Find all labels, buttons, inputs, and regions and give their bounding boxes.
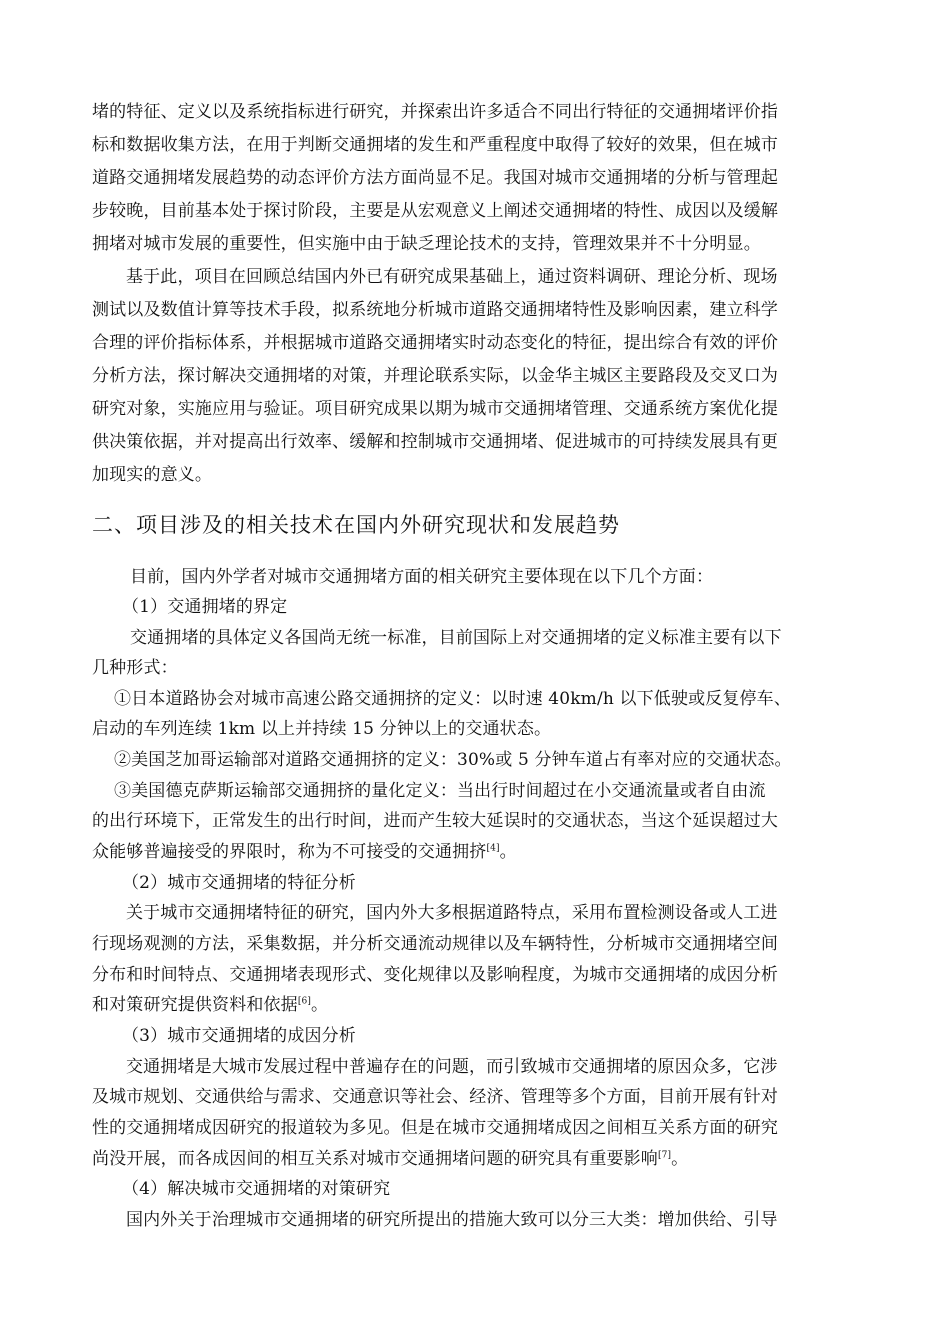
text-line: 标和数据收集方法，在用于判断交通拥堵的发生和严重程度中取得了较好的效果，但在城市 [92,135,778,155]
text-line: 合理的评价指标体系，并根据城市道路交通拥堵实时动态变化的特征，提出综合有效的评价 [92,333,778,353]
text-line: 步较晚，目前基本处于探讨阶段，主要是从宏观意义上阐述交通拥堵的特性、成因以及缓解 [92,201,778,221]
text-line: 性的交通拥堵成因研究的报道较为多见。但是在城市交通拥堵成因之间相互关系方面的研究 [92,1118,778,1138]
text-segment: 。 [671,1149,689,1169]
subsection-title: （2）城市交通拥堵的特征分析 [122,873,356,893]
subsection-title: （1）交通拥堵的界定 [122,597,288,617]
text-line: ①日本道路协会对城市高速公路交通拥挤的定义：以时速 40km/h 以下低驶或反复停车、 [114,689,791,709]
text-line: 几种形式： [92,658,178,678]
text-line: 堵的特征、定义以及系统指标进行研究，并探索出许多适合不同出行特征的交通拥堵评价指 [92,102,778,122]
text-line: 交通拥堵的具体定义各国尚无统一标准，目前国际上对交通拥堵的定义标准主要有以下 [130,628,782,648]
text-line: 分析方法，探讨解决交通拥堵的对策，并理论联系实际，以金华主城区主要路段及交叉口为 [92,366,778,386]
text-line: 行现场观测的方法，采集数据，并分析交通流动规律以及车辆特性，分析城市交通拥堵空间 [92,934,778,954]
text-segment: 。 [311,995,329,1015]
text-line: ③美国德克萨斯运输部交通拥挤的量化定义：当出行时间超过在小交通流量或者自由流 [114,781,766,801]
text-line: ②美国芝加哥运输部对道路交通拥挤的定义：30%或 5 分钟车道占有率对应的交通状态。 [114,750,792,770]
section-heading: 二、项目涉及的相关技术在国内外研究现状和发展趋势 [92,513,620,537]
text-line: 研究对象，实施应用与验证。项目研究成果以期为城市交通拥堵管理、交通系统方案优化提 [92,399,778,419]
text-line: 加现实的意义。 [92,465,213,485]
text-segment: 和对策研究提供资料和依据 [92,995,298,1015]
subsection-title: （3）城市交通拥堵的成因分析 [122,1026,356,1046]
text-line: 交通拥堵是大城市发展过程中普遍存在的问题，而引致城市交通拥堵的原因众多，它涉 [126,1057,778,1077]
text-segment: 尚没开展，而各成因间的相互关系对城市交通拥堵问题的研究具有重要影响 [92,1149,658,1169]
text-line: 及城市规划、交通供给与需求、交通意识等社会、经济、管理等多个方面，目前开展有针对 [92,1087,778,1107]
text-line: 道路交通拥堵发展趋势的动态评价方法方面尚显不足。我国对城市交通拥堵的分析与管理起 [92,168,778,188]
citation-ref: [7] [657,1150,672,1161]
text-line: 关于城市交通拥堵特征的研究，国内外大多根据道路特点，采用布置检测设备或人工进 [126,903,778,923]
text-line [92,841,872,863]
text-line: 拥堵对城市发展的重要性，但实施中由于缺乏理论技术的支持，管理效果并不十分明显。 [92,234,761,254]
text-line: 测试以及数值计算等技术手段，拟系统地分析城市道路交通拥堵特性及影响因素，建立科学 [92,300,778,320]
text-line: 供决策依据，并对提高出行效率、缓解和控制城市交通拥堵、促进城市的可持续发展具有更 [92,432,778,452]
text-line: 分布和时间特点、交通拥堵表现形式、变化规律以及影响程度，为城市交通拥堵的成因分析 [92,965,778,985]
text-line: 启动的车列连续 1km 以上并持续 15 分钟以上的交通状态。 [92,719,552,739]
text-line: 国内外关于治理城市交通拥堵的研究所提出的措施大致可以分三大类：增加供给、引导 [126,1210,778,1230]
subsection-title: （4）解决城市交通拥堵的对策研究 [122,1179,391,1199]
text-line [92,994,872,1016]
text-line [92,1148,872,1170]
text-segment: 众能够普遍接受的界限时，称为不可接受的交通拥挤 [92,842,487,862]
citation-ref: [6] [297,996,312,1007]
text-line: 基于此，项目在回顾总结国内外已有研究成果基础上，通过资料调研、理论分析、现场 [126,267,778,287]
text-line: 目前，国内外学者对城市交通拥堵方面的相关研究主要体现在以下几个方面： [130,567,714,587]
text-line: 的出行环境下，正常发生的出行时间，进而产生较大延误时的交通状态，当这个延误超过大 [92,811,778,831]
citation-ref: [4] [486,843,500,854]
text-segment: 。 [499,842,517,862]
